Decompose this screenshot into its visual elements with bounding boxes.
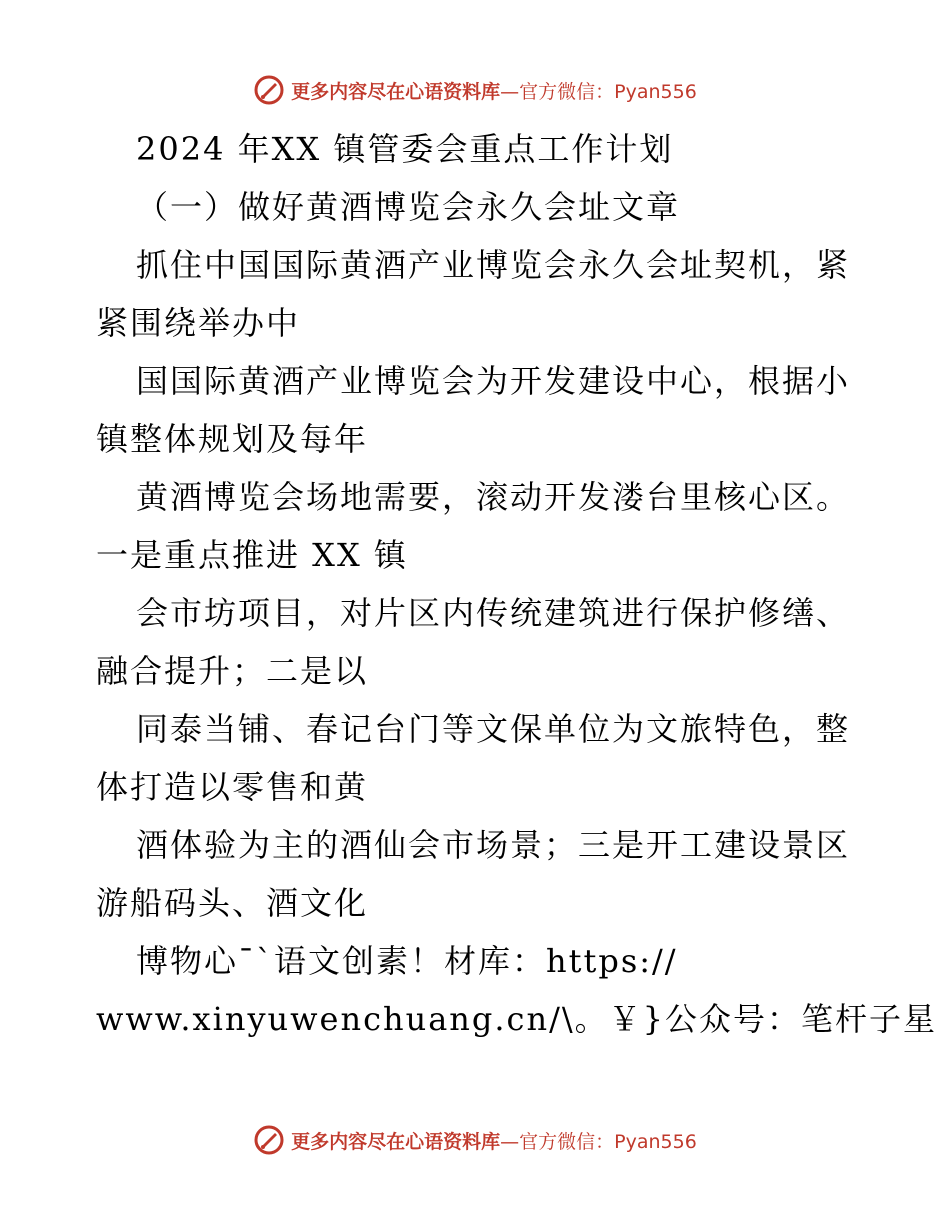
paragraph-line: 黄酒博览会场地需要，滚动开发溇台里核心区。 [136,478,851,516]
banner-brand: 更多内容尽在心语资料库 [291,1130,501,1153]
paragraph-line: 镇整体规划及每年 [96,420,369,458]
banner-text [291,1127,697,1154]
paragraph-line: 一是重点推进 XX 镇 [96,536,408,574]
paragraph-line: 游船码头、酒文化 [96,884,369,922]
paragraph-line: 酒体验为主的酒仙会市场景；三是开工建设景区 [136,826,851,864]
paragraph-line: 紧围绕举办中 [96,304,301,342]
document-body [96,120,938,1048]
banner-separator: — [500,80,520,103]
header-banner [0,70,950,110]
paragraph-line: www.xinyuwenchuang.cn/\。￥}公众号：笔杆子星 [96,1000,938,1038]
paragraph-line: 国国际黄酒产业博览会为开发建设中心，根据小 [136,362,851,400]
section-heading: （一）做好黄酒博览会永久会址文章 [136,188,681,226]
brand-logo-icon [253,74,285,106]
footer-banner [0,1120,950,1160]
banner-contact: 官方微信：Pyan556 [519,80,697,103]
paragraph-line: 会市坊项目，对片区内传统建筑进行保护修缮、 [136,594,851,632]
banner-text [291,77,697,104]
paragraph-line: 同泰当铺、春记台门等文保单位为文旅特色，整 [136,710,851,748]
banner-separator: — [500,1130,520,1153]
paragraph-line: 抓住中国国际黄酒产业博览会永久会址契机，紧 [136,246,851,284]
paragraph-line: 融合提升；二是以 [96,652,369,690]
banner-contact: 官方微信：Pyan556 [519,1130,697,1153]
banner-brand: 更多内容尽在心语资料库 [291,80,501,103]
paragraph-line: 体打造以零售和黄 [96,768,369,806]
document-title: 2024 年XX 镇管委会重点工作计划 [136,130,674,168]
brand-logo-icon [253,1124,285,1156]
paragraph-line: 博物心¯`语文创素！材库：https:// [136,942,678,980]
